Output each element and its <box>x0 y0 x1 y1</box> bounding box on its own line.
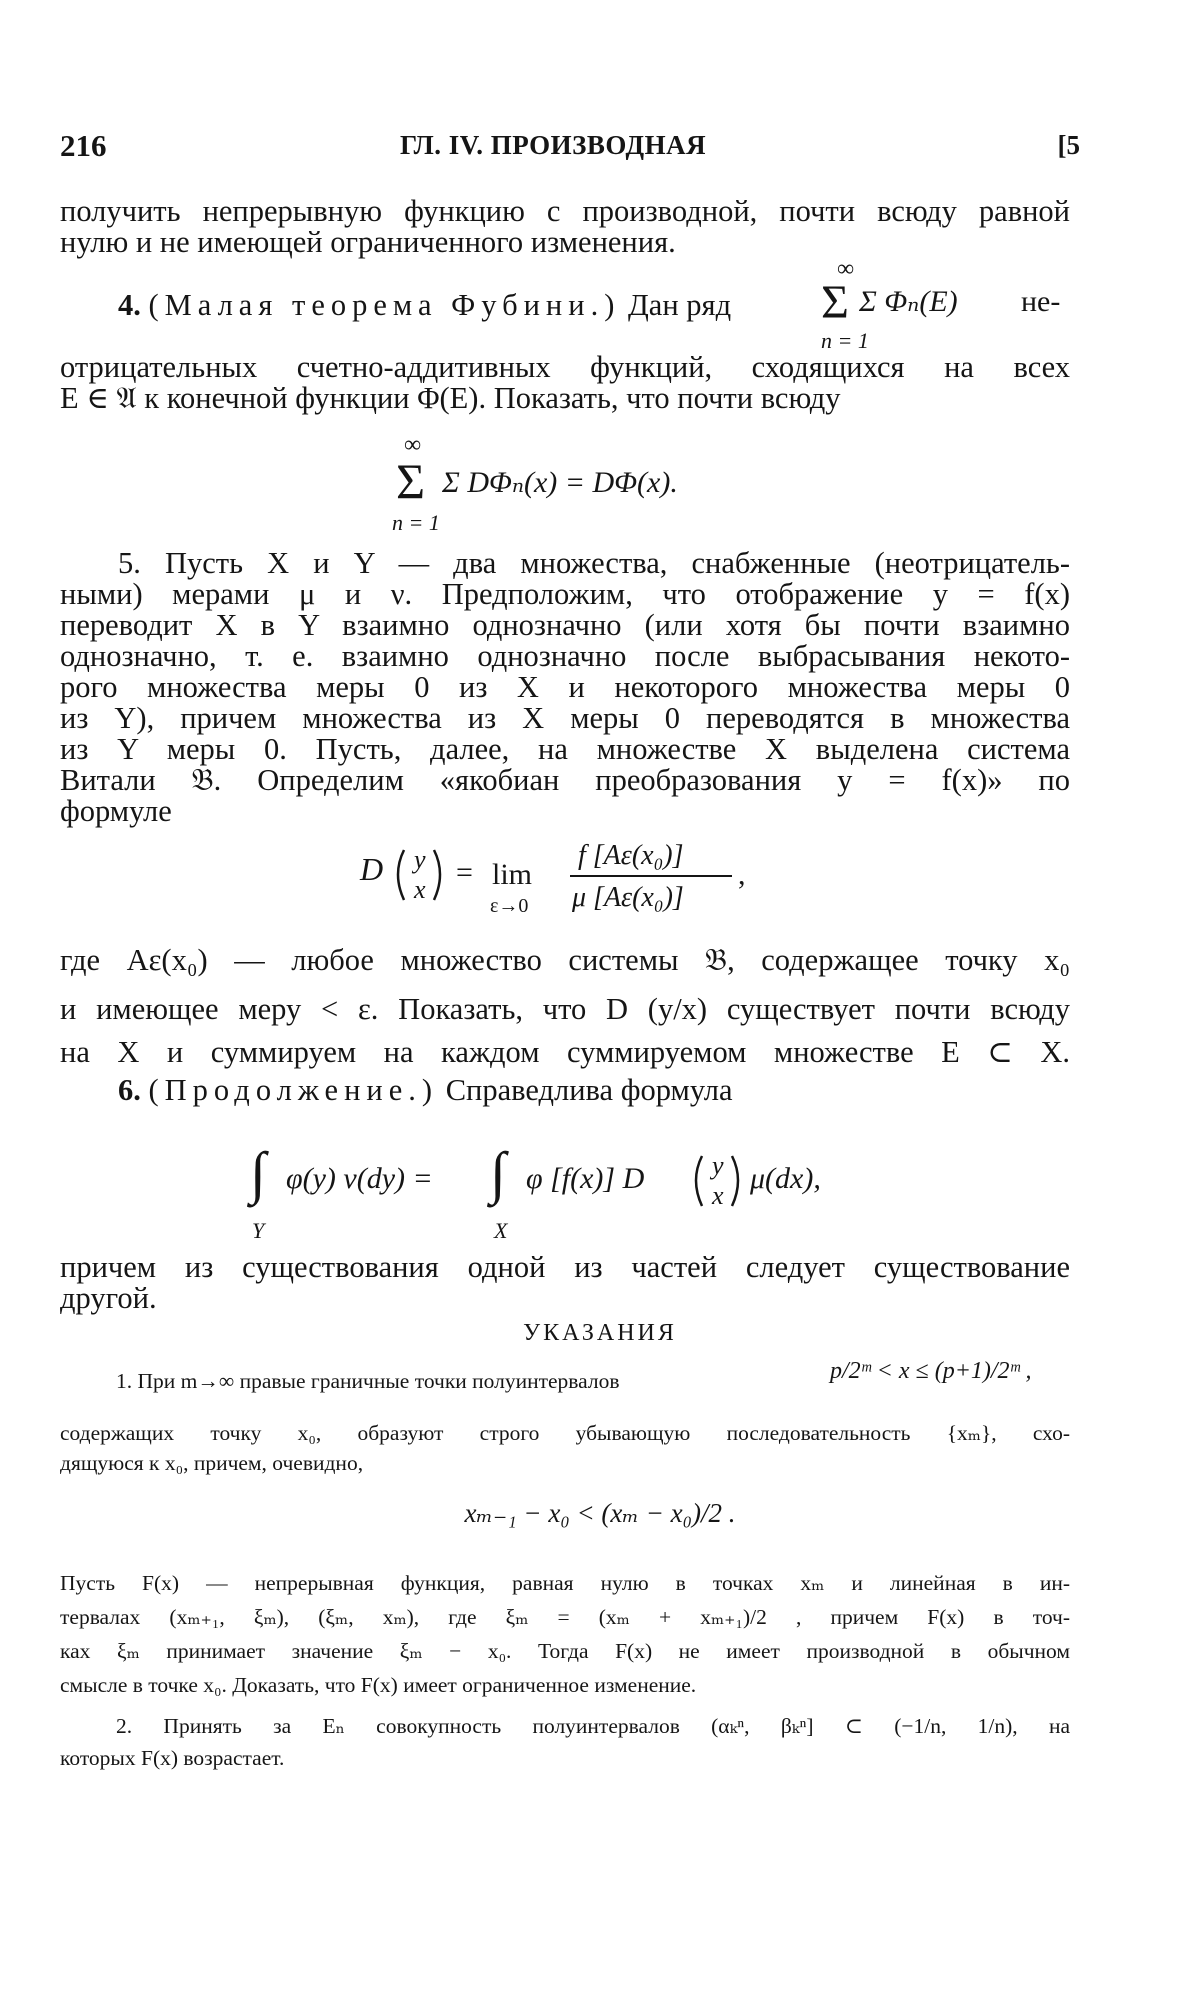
text-line: нулю и не имеющей ограниченного изменения. <box>60 225 676 259</box>
text-fragment: не- <box>1021 285 1061 318</box>
text-line: E ∈ 𝔄 к конечной функции Φ(E). Показать, что почти всюду <box>60 381 841 415</box>
integral-subscript: Y <box>252 1218 265 1243</box>
hint-1-interval: p/2ᵐ < x ≤ (p+1)/2ᵐ , <box>830 1358 1032 1384</box>
text-line: из Y меры 0. Пусть, далее, на множестве X выделена система <box>60 732 1070 766</box>
problem-title: (Малая теорема Фубини.) <box>148 288 621 322</box>
formula-derivative-sum <box>390 430 810 540</box>
hint-1-formula: xₘ₋₁ − x₀ < (xₘ − x₀)/2 . <box>464 1498 736 1528</box>
text-fragment: Дан ряд <box>628 288 732 322</box>
text-line: дящуюся к x₀, причем, очевидно, <box>60 1451 364 1475</box>
text-line: тервалах (xₘ₊₁, ξₘ), (ξₘ, xₘ), где ξₘ = (xₘ + xₘ₊₁)/2 , причем F(x) в точ- <box>60 1605 1070 1629</box>
text-line: переводит X в Y взаимно однозначно (или хотя бы почти взаимно <box>60 608 1070 642</box>
integral-sign: ∫ <box>490 1140 506 1205</box>
problem-title: (Продолжение.) <box>148 1073 439 1107</box>
text-line: на X и суммируем на каждом суммируемом множестве E ⊂ X. <box>60 1035 1070 1069</box>
chapter-title: ГЛ. IV. ПРОИЗВОДНАЯ <box>400 130 707 160</box>
fraction-top: y <box>712 1151 724 1180</box>
problem-4-body <box>60 352 1070 414</box>
equals-sign: = <box>456 856 473 889</box>
text-line: смысле в точке x₀. Доказать, что F(x) имеет ограниченное изменение. <box>60 1673 697 1697</box>
hints-heading: УКАЗАНИЯ <box>523 1320 677 1346</box>
series-upper-limit: ∞ <box>837 256 855 282</box>
series-term: Σ Φₙ(E) <box>859 285 958 318</box>
formula-jacobian <box>360 822 820 932</box>
text-line: ными) мерами μ и ν. Предположим, что отображение y = f(x) <box>60 577 1070 611</box>
text-line: содержащих точку x₀, образуют строго убывающую последовательность {xₘ}, схо- <box>60 1421 1070 1445</box>
limit-operator: lim <box>492 858 533 891</box>
text-line: из Y), причем множества из X меры 0 переводятся в множества <box>60 701 1070 735</box>
left-paren <box>696 1156 702 1206</box>
text-line: получить непрерывную функцию с производной, почти всюду равной <box>60 194 1070 228</box>
page-header <box>60 128 1080 168</box>
formula-right: φ [f(x)] D <box>526 1162 645 1195</box>
right-paren <box>434 850 440 900</box>
hint-1-continuation <box>60 1566 1070 1702</box>
continuation-text <box>60 196 1070 258</box>
text-line: рого множества меры 0 из X и некоторого множества меры 0 <box>60 670 1070 704</box>
series-expression <box>815 258 1075 358</box>
text-line: отрицательных счетно-аддитивных функций, сходящихся на всех <box>60 350 1070 384</box>
text-line: которых F(x) возрастает. <box>60 1746 285 1770</box>
text-fragment: Справедлива формула <box>445 1073 733 1107</box>
formula-numerator: f [Aε(x₀)] <box>578 840 684 871</box>
formula-upper-limit: ∞ <box>404 432 422 458</box>
integral-sign: ∫ <box>250 1140 266 1205</box>
problem-6-conclusion <box>60 1252 1070 1314</box>
formula-right-end: μ(dx), <box>750 1162 821 1195</box>
text-line: Витали 𝔅. Определим «якобиан преобразования y = f(x)» по <box>60 763 1070 797</box>
page-number: 216 <box>60 128 107 163</box>
formula-lower-limit: n = 1 <box>392 510 440 535</box>
text-line: 1. При m→∞ правые граничные точки полуинтервалов <box>116 1369 620 1393</box>
problem-6-line-1 <box>60 1075 1070 1106</box>
hint-1-body <box>60 1418 1070 1478</box>
fraction-top: y <box>414 845 426 874</box>
text-line: 5. Пусть X и Y — два множества, снабженные (неотрицатель- <box>118 546 1070 580</box>
integral-subscript: X <box>494 1218 508 1243</box>
right-paren <box>732 1156 738 1206</box>
formula-body: Σ DΦₙ(x) = DΦ(x). <box>442 466 678 499</box>
limit-subscript: ε→0 <box>490 895 529 917</box>
problem-number: 4. <box>118 288 141 322</box>
problem-5 <box>60 548 1070 827</box>
hint-1-first-line <box>60 1366 840 1396</box>
fraction-bottom: x <box>414 875 426 904</box>
problem-5-conclusion <box>60 945 1070 1068</box>
sigma-symbol: Σ <box>821 276 849 329</box>
comma: , <box>738 858 746 891</box>
text-line: и имеющее меру < ε. Показать, что D (y/x) существует почти всюду <box>60 992 1070 1026</box>
text-line: где Aε(x₀) — любое множество системы 𝔅, содержащее точку x₀ <box>60 943 1070 977</box>
section-mark: [5 <box>1057 130 1080 160</box>
text-line: однозначно, т. е. взаимно однозначно после выбрасывания некото- <box>60 639 1070 673</box>
text-line: Пусть F(x) — непрерывная функция, равная нулю в точках xₘ и линейная в ин- <box>60 1571 1070 1595</box>
formula-denominator: μ [Aε(x₀)] <box>572 882 684 913</box>
hint-2 <box>60 1710 1070 1774</box>
series-lower-limit: n = 1 <box>821 328 869 353</box>
sigma-symbol: Σ <box>396 453 426 509</box>
text-line: 2. Принять за Eₙ совокупность полуинтервалов (αₖⁿ, βₖⁿ] ⊂ (−1/n, 1/n), на <box>116 1714 1070 1738</box>
formula-change-of-variables <box>250 1128 890 1248</box>
left-paren <box>398 850 404 900</box>
formula-left: φ(y) ν(dy) = <box>286 1162 433 1195</box>
problem-number: 6. <box>118 1073 141 1107</box>
problem-6 <box>60 1075 1070 1106</box>
text-line: формуле <box>60 794 172 828</box>
text-line: причем из существования одной из частей следует существование <box>60 1250 1070 1284</box>
fraction-bottom: x <box>712 1181 724 1210</box>
text-line: ках ξₘ принимает значение ξₘ − x₀. Тогда F(x) не имеет производной в обычном <box>60 1639 1070 1663</box>
formula-lhs: D <box>360 851 384 887</box>
text-line: другой. <box>60 1281 157 1315</box>
